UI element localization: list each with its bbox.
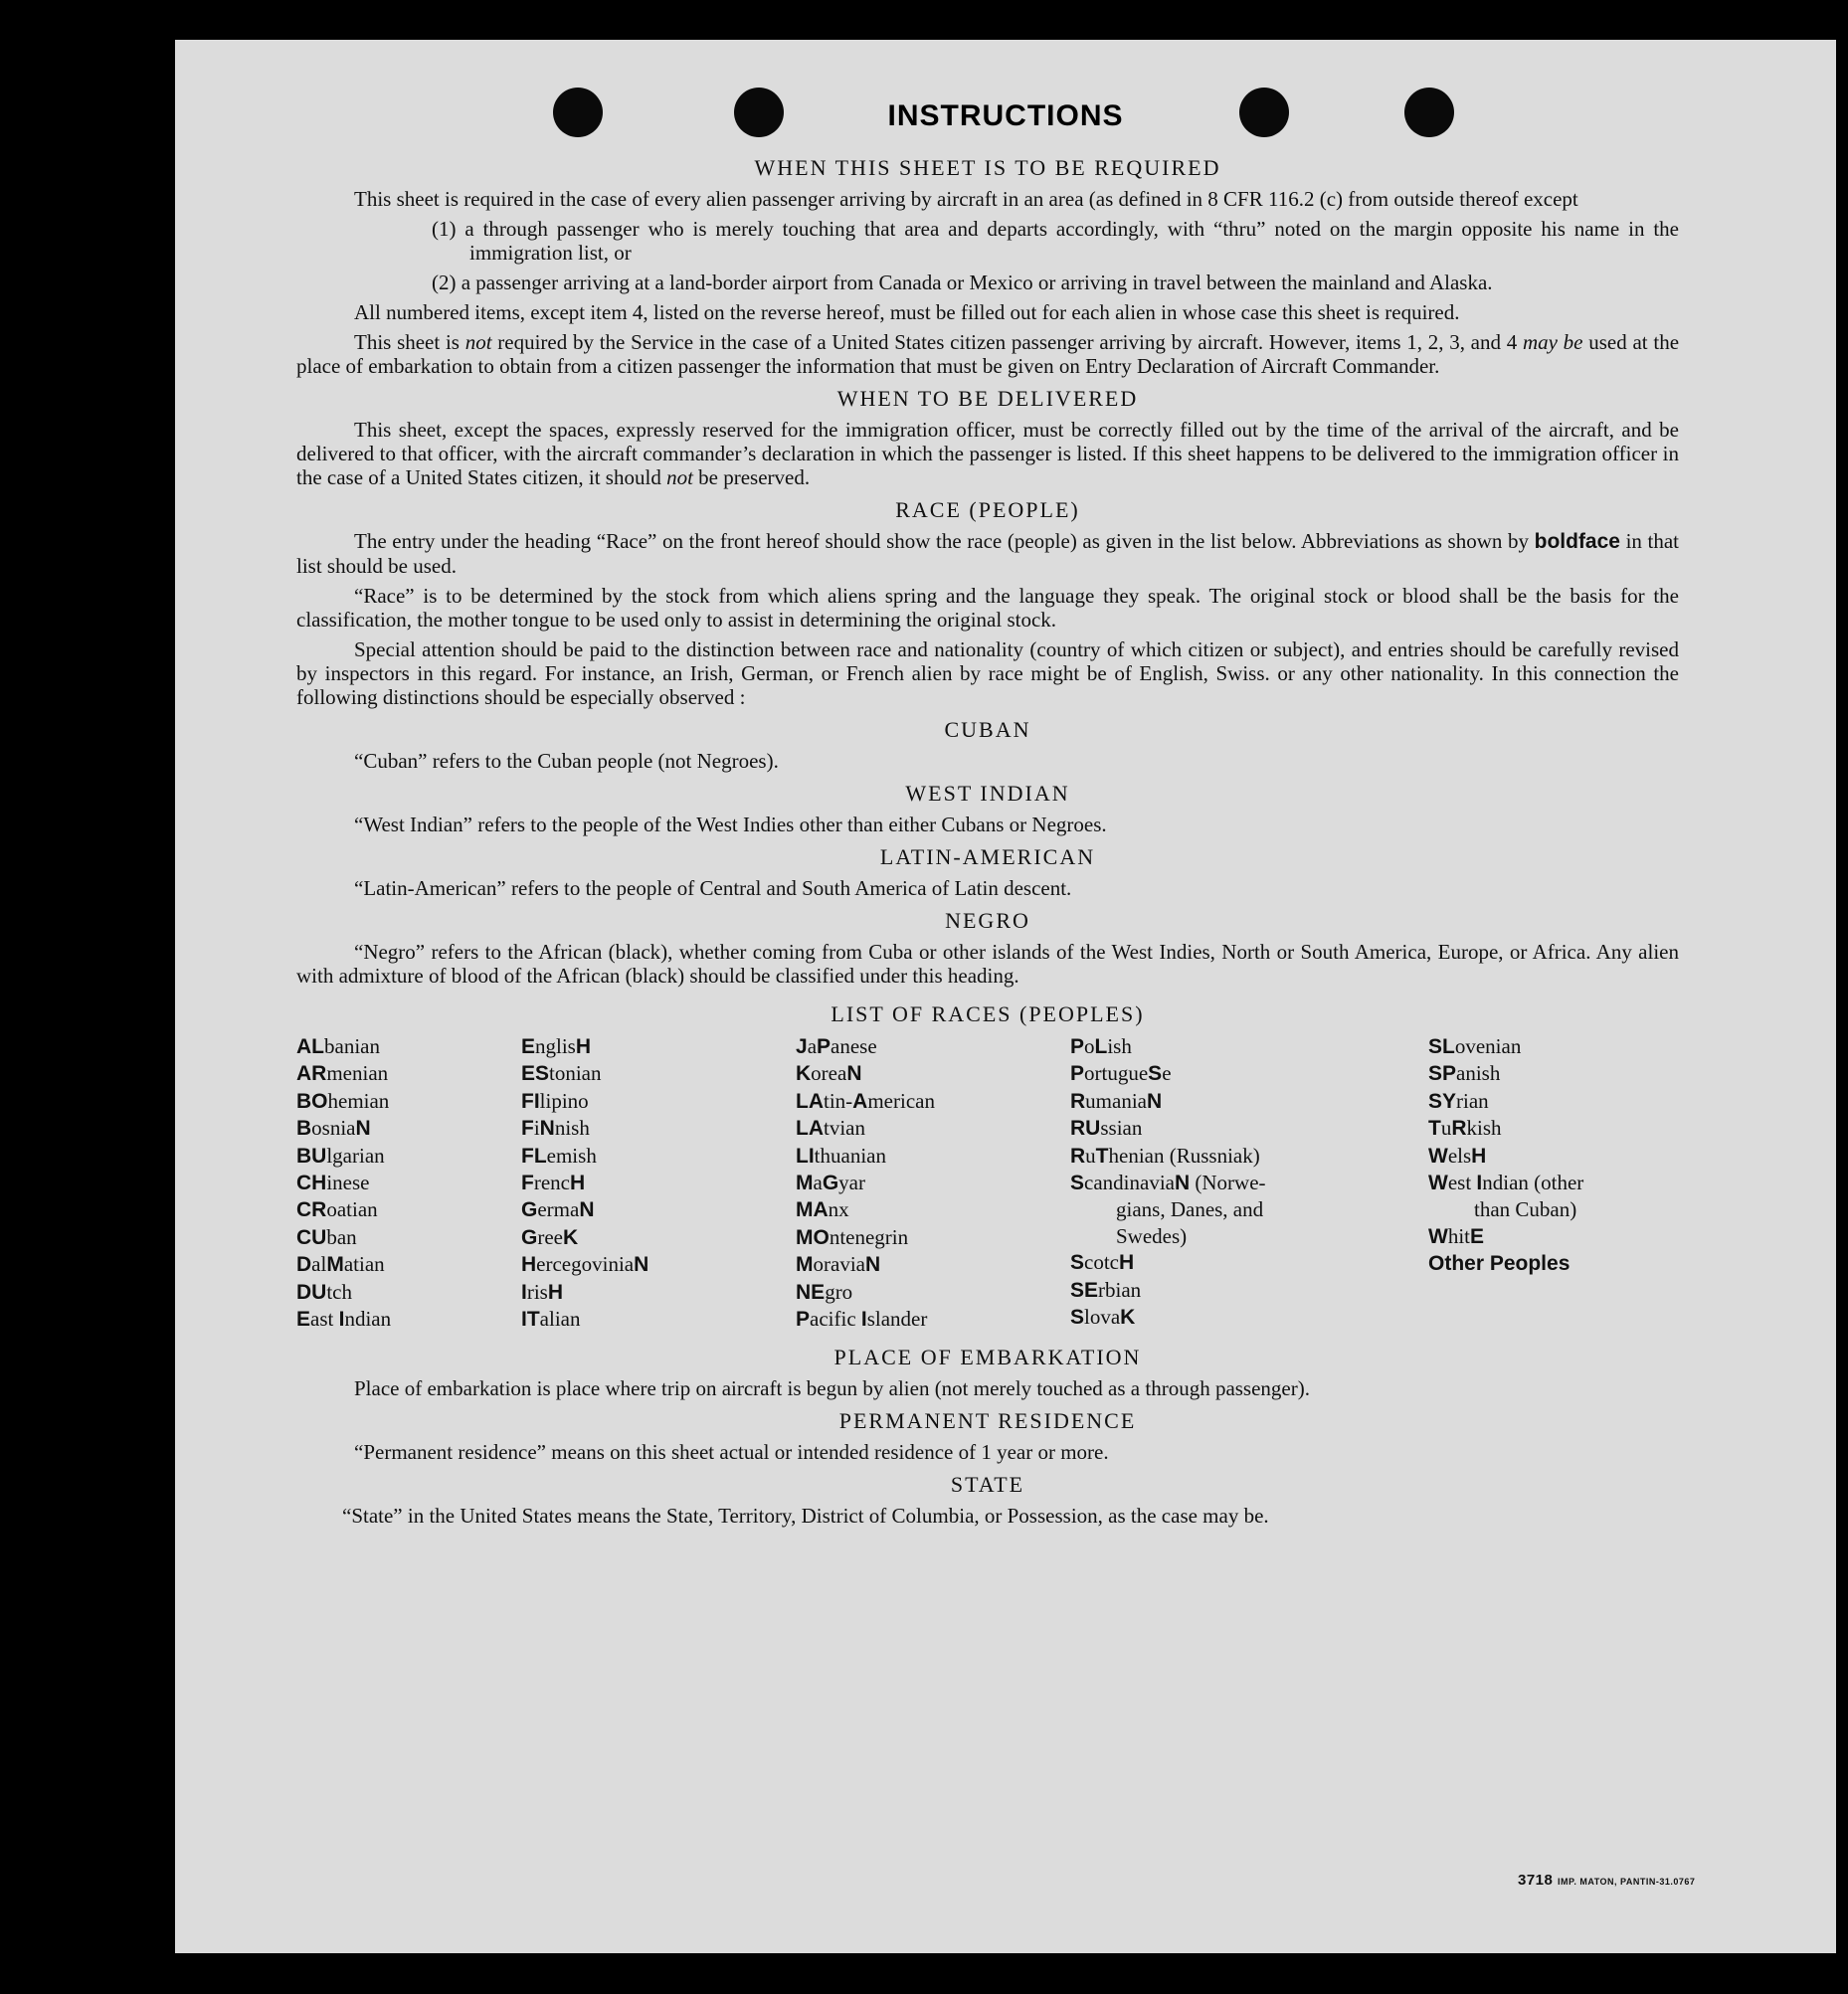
- race-item: [796, 1060, 1070, 1087]
- race-text: i: [533, 1116, 540, 1141]
- race-text: E: [296, 1308, 311, 1332]
- race-item: [521, 1115, 796, 1142]
- race-text: ish: [1107, 1034, 1132, 1058]
- race-text: ercegovinia: [536, 1252, 635, 1277]
- race-item: [521, 1088, 796, 1115]
- race-item: [296, 1224, 521, 1251]
- race-text: P: [1070, 1062, 1085, 1086]
- race-item: [796, 1143, 1070, 1170]
- race-text: ssian: [1100, 1116, 1143, 1141]
- race-column: [296, 1033, 521, 1333]
- race-item: [1070, 1060, 1428, 1087]
- race-text: CU: [296, 1225, 327, 1249]
- race-text: S: [1070, 1251, 1085, 1275]
- race-item: [1428, 1196, 1679, 1222]
- race-item: [796, 1196, 1070, 1223]
- race-text: F: [521, 1172, 534, 1195]
- race-item: [1070, 1249, 1428, 1276]
- race-text: H: [569, 1172, 586, 1195]
- required-intro: This sheet is required in the case of every alien passenger arriving by aircraft in an area (as defined in 8 CFR 116.2 (c) from outside thereof except: [354, 187, 1578, 211]
- required-exception-2: (2) a passenger arriving at a land-border airport from Canada or Mexico or arriving in travel between the mainland and Alaska.: [432, 271, 1493, 294]
- race-column: [796, 1033, 1070, 1333]
- race-text: henian (Russniak): [1108, 1143, 1260, 1168]
- race-text: H: [575, 1035, 592, 1058]
- race-text: J: [796, 1035, 808, 1058]
- race-text: a: [813, 1171, 823, 1195]
- race-item: [1428, 1033, 1679, 1060]
- race-text: BU: [296, 1144, 327, 1168]
- race-text: tch: [326, 1279, 352, 1304]
- section-heading-state: STATE: [950, 1472, 1025, 1498]
- race-text: erma: [537, 1197, 580, 1222]
- section-heading-embarkation: PLACE OF EMBARKATION: [833, 1345, 1142, 1370]
- race-text: SY: [1428, 1089, 1457, 1113]
- race-text: N: [634, 1253, 649, 1277]
- race-item: [1428, 1223, 1679, 1250]
- race-text: CH: [296, 1172, 327, 1195]
- race-item: [521, 1033, 796, 1060]
- race-text: N: [864, 1253, 881, 1277]
- race-item: [1428, 1250, 1679, 1277]
- race-text: e: [1162, 1061, 1172, 1086]
- race-text: lova: [1084, 1305, 1121, 1330]
- race-text: rian: [1456, 1088, 1489, 1113]
- race-text: alian: [539, 1307, 581, 1332]
- race-item: [521, 1060, 796, 1087]
- race-text: N: [1174, 1172, 1191, 1195]
- race-list: [296, 1033, 1679, 1333]
- race-paragraph-1: [296, 529, 1679, 578]
- race-text: FI: [521, 1089, 540, 1113]
- race-text: tin-: [824, 1088, 853, 1113]
- race-text: oravia: [813, 1252, 865, 1277]
- race-text: LA: [796, 1089, 824, 1113]
- race-text: FL: [521, 1144, 547, 1168]
- race-text: emish: [546, 1143, 597, 1168]
- race-text: u: [1085, 1143, 1096, 1168]
- document-sheet: [175, 40, 1836, 1953]
- residence-definition: “Permanent residence” means on this sheet actual or intended residence of 1 year or more.: [354, 1440, 1109, 1465]
- required-paragraph-2: All numbered items, except item 4, listed on the reverse hereof, must be filled out for each alien in whose case this sheet is required.: [354, 300, 1460, 324]
- race-text: E: [521, 1035, 536, 1058]
- race-item: [1428, 1115, 1679, 1142]
- race-text: ndian: [344, 1307, 392, 1332]
- race-text: u: [1440, 1116, 1452, 1141]
- race-text: anish: [1456, 1061, 1501, 1086]
- race-text: Other Peoples: [1428, 1252, 1571, 1276]
- race-text: G: [521, 1198, 538, 1222]
- race-item: [296, 1306, 521, 1333]
- text-run: used at the place of embarkation to obtain from a citizen passenger the information that must be given on Entry Declaration of Aircraft Commander.: [296, 330, 1680, 378]
- race-text: P: [817, 1035, 832, 1058]
- race-text: merican: [867, 1088, 935, 1113]
- race-text: AR: [296, 1062, 327, 1086]
- race-text: ovenian: [1454, 1034, 1522, 1058]
- race-text: ntenegrin: [829, 1224, 909, 1249]
- race-text: ast: [310, 1307, 339, 1332]
- race-item: [296, 1251, 521, 1278]
- race-text: slander: [866, 1307, 928, 1332]
- race-text: thuanian: [814, 1143, 886, 1168]
- race-text: menian: [326, 1061, 389, 1086]
- race-paragraph-3: Special attention should be paid to the distinction between race and nationality (country of which citizen or subject), and entries should be carefully revised by inspectors in this regard. For instance, an Irish, German, or French alien by race might be of English, Swiss. or any other nationality. In this connection the following distinctions should be especially observed :: [296, 637, 1679, 709]
- race-text: candinavia: [1084, 1171, 1175, 1195]
- race-text: cotc: [1084, 1250, 1119, 1275]
- race-text: N: [846, 1062, 862, 1086]
- race-text: gro: [825, 1279, 853, 1304]
- race-item: [521, 1306, 796, 1333]
- form-number: 3718: [1518, 1872, 1554, 1889]
- race-text: LA: [796, 1117, 824, 1141]
- race-text: K: [1120, 1306, 1136, 1330]
- race-text: est: [1447, 1171, 1477, 1195]
- text-run: This sheet is: [354, 330, 460, 354]
- race-text: R: [1070, 1144, 1086, 1168]
- race-text: SE: [1070, 1278, 1099, 1302]
- race-text: lgarian: [326, 1143, 385, 1168]
- text-run: The entry under the heading “Race” on the front hereof should show the race (people) as given in the list below. Abbreviations as shown by: [354, 529, 1530, 553]
- race-text: yar: [838, 1171, 865, 1195]
- text-run: required by the Service in the case of a United States citizen passenger arriving by aircraft. However, items 1, 2, 3, and 4: [497, 330, 1518, 354]
- race-text: els: [1447, 1143, 1472, 1168]
- race-text: DU: [296, 1280, 327, 1304]
- race-text: rbian: [1098, 1277, 1142, 1302]
- section-heading-west-indian: WEST INDIAN: [905, 781, 1070, 806]
- race-text: K: [562, 1225, 579, 1249]
- race-text: S: [1070, 1172, 1085, 1195]
- emphasis-not: not: [666, 465, 693, 489]
- race-item: [521, 1196, 796, 1223]
- latin-american-definition: “Latin-American” refers to the people of Central and South America of Latin descent.: [354, 876, 1072, 900]
- race-text: M: [326, 1253, 344, 1277]
- race-text: N: [355, 1117, 371, 1141]
- race-text: M: [796, 1172, 814, 1195]
- race-text: H: [1119, 1251, 1135, 1275]
- race-column: [521, 1033, 796, 1333]
- race-text: nx: [828, 1197, 849, 1222]
- section-heading-latin-american: LATIN-AMERICAN: [879, 844, 1096, 869]
- race-text: I: [338, 1308, 345, 1332]
- race-text: ban: [326, 1224, 357, 1249]
- embarkation-definition: Place of embarkation is place where trip on aircraft is begun by alien (not merely touched as a through passenger).: [354, 1376, 1310, 1401]
- race-text: H: [521, 1253, 537, 1277]
- negro-definition: “Negro” refers to the African (black), whether coming from Cuba or other islands of the West Indies, North or South America, Europe, or Africa. Any alien with admixture of blood of the African (black) should be classified under this heading.: [296, 940, 1679, 988]
- race-text: G: [521, 1225, 538, 1249]
- race-text: SP: [1428, 1062, 1457, 1086]
- text-run: be preserved.: [698, 465, 811, 489]
- race-text: I: [521, 1280, 527, 1304]
- race-text: oatian: [326, 1197, 378, 1222]
- race-text: R: [1451, 1117, 1467, 1141]
- race-item: [1070, 1115, 1428, 1142]
- race-text: S: [1148, 1062, 1163, 1086]
- required-exception-1: (1) a through passenger who is merely touching that area and departs accordingly, with “thru” noted on the margin opposite his name in the immigration list, or: [432, 217, 1679, 265]
- race-item: [796, 1170, 1070, 1196]
- race-text: ortugue: [1084, 1061, 1149, 1086]
- race-item: [521, 1170, 796, 1196]
- race-text: D: [296, 1253, 312, 1277]
- race-item: [1070, 1304, 1428, 1331]
- text-run: in that list should be used.: [296, 529, 1680, 578]
- delivered-paragraph: [296, 418, 1679, 489]
- race-item: [1428, 1143, 1679, 1170]
- race-text: I: [860, 1308, 867, 1332]
- race-text: ndian (other: [1482, 1171, 1584, 1195]
- race-item: [1070, 1223, 1428, 1249]
- race-text: L: [1094, 1035, 1108, 1058]
- race-text: T: [1095, 1144, 1109, 1168]
- section-heading-residence: PERMANENT RESIDENCE: [838, 1408, 1137, 1434]
- race-item: [796, 1033, 1070, 1060]
- race-item: [796, 1115, 1070, 1142]
- race-text: P: [796, 1308, 811, 1332]
- race-text: BO: [296, 1089, 328, 1113]
- race-text: IT: [521, 1308, 540, 1332]
- race-item: [1070, 1196, 1428, 1222]
- race-item: [796, 1088, 1070, 1115]
- race-item: [296, 1279, 521, 1306]
- race-item: [796, 1224, 1070, 1251]
- race-text: W: [1428, 1224, 1448, 1248]
- race-text: T: [1428, 1117, 1441, 1141]
- race-text: tonian: [549, 1061, 602, 1086]
- race-text: I: [1476, 1172, 1483, 1195]
- race-text: A: [852, 1089, 868, 1113]
- race-text: N: [1146, 1089, 1163, 1113]
- race-text: H: [547, 1280, 564, 1304]
- race-item: [1428, 1088, 1679, 1115]
- race-text: umania: [1085, 1088, 1147, 1113]
- race-item: [296, 1088, 521, 1115]
- race-text: ris: [526, 1279, 548, 1304]
- race-text: o: [1084, 1034, 1095, 1058]
- race-text: ree: [537, 1224, 563, 1249]
- race-text: osnia: [311, 1116, 356, 1141]
- race-text: hit: [1447, 1223, 1470, 1248]
- race-item: [1070, 1143, 1428, 1170]
- race-text: anese: [831, 1034, 877, 1058]
- race-item: [1428, 1170, 1679, 1196]
- race-text: W: [1428, 1144, 1448, 1168]
- race-text: tvian: [824, 1116, 865, 1141]
- race-item: [521, 1279, 796, 1306]
- race-item: [1070, 1277, 1428, 1304]
- race-item: [1070, 1088, 1428, 1115]
- required-paragraph-3: [296, 330, 1679, 378]
- race-text: atian: [343, 1252, 385, 1277]
- emphasis-boldface: boldface: [1534, 530, 1620, 553]
- printer-mark: IMP. MATON, PANTIN-31.0767: [1558, 1877, 1696, 1887]
- race-text: Swedes): [1116, 1223, 1188, 1248]
- race-text: MO: [796, 1225, 830, 1249]
- west-indian-definition: “West Indian” refers to the people of the West Indies other than either Cubans or Negroes.: [354, 813, 1107, 836]
- state-definition: “State” in the United States means the State, Territory, District of Columbia, or Possession, as the case may be.: [342, 1504, 1269, 1529]
- race-column: [1428, 1033, 1679, 1333]
- race-text: SL: [1428, 1035, 1455, 1058]
- race-paragraph-2: “Race” is to be determined by the stock from which aliens spring and the language they speak. The original stock or blood shall be the basis for the classification, the mother tongue to be used only to assist in determining the original stock.: [296, 584, 1679, 632]
- race-text: orea: [811, 1061, 847, 1086]
- race-text: al: [311, 1252, 327, 1277]
- race-text: G: [822, 1172, 839, 1195]
- race-text: F: [521, 1117, 534, 1141]
- race-text: E: [1470, 1224, 1485, 1248]
- section-heading-list-of-races: LIST OF RACES (PEOPLES): [831, 1001, 1145, 1026]
- race-text: S: [1070, 1306, 1085, 1330]
- race-item: [521, 1224, 796, 1251]
- race-text: nglis: [535, 1034, 576, 1058]
- race-text: kish: [1466, 1116, 1502, 1141]
- page-title: INSTRUCTIONS: [887, 99, 1124, 132]
- section-heading-race: RACE (PEOPLE): [895, 497, 1080, 522]
- race-text: N: [579, 1198, 595, 1222]
- race-item: [796, 1251, 1070, 1278]
- race-text: RU: [1070, 1117, 1101, 1141]
- race-text: acific: [810, 1307, 861, 1332]
- race-text: B: [296, 1117, 312, 1141]
- race-text: inese: [326, 1171, 370, 1195]
- section-heading-cuban: CUBAN: [944, 717, 1031, 742]
- print-mark: [1518, 1872, 1695, 1889]
- text-run: This sheet, except the spaces, expressly reserved for the immigration officer, must be correctly filled out by the time of the arrival of the aircraft, and be delivered to that officer, with the aircraft commander’s declaration in which the passenger is listed. If this sheet happens to be delivered to the immigration officer in the case of a United States citizen, it should: [296, 418, 1679, 489]
- section-heading-required: WHEN THIS SHEET IS TO BE REQUIRED: [754, 155, 1221, 180]
- race-item: [1070, 1033, 1428, 1060]
- race-item: [296, 1170, 521, 1196]
- race-text: MA: [796, 1198, 829, 1222]
- race-text: ES: [521, 1062, 550, 1086]
- race-item: [521, 1251, 796, 1278]
- race-text: hemian: [327, 1088, 390, 1113]
- cuban-definition: “Cuban” refers to the Cuban people (not Negroes).: [354, 749, 779, 773]
- race-text: R: [1070, 1089, 1086, 1113]
- race-item: [796, 1279, 1070, 1306]
- instructions-body: [296, 147, 1679, 1534]
- race-item: [1428, 1060, 1679, 1087]
- section-heading-delivered: WHEN TO BE DELIVERED: [836, 386, 1139, 411]
- section-heading-negro: NEGRO: [945, 908, 1030, 933]
- race-text: nish: [554, 1116, 590, 1141]
- race-text: N: [539, 1117, 555, 1141]
- emphasis-may-be: may be: [1522, 330, 1583, 354]
- race-item: [521, 1143, 796, 1170]
- race-item: [296, 1060, 521, 1087]
- emphasis-not: not: [464, 330, 492, 354]
- race-text: a: [807, 1034, 818, 1058]
- race-text: (Norwe-: [1190, 1171, 1266, 1195]
- race-text: P: [1070, 1035, 1085, 1058]
- race-text: M: [796, 1253, 814, 1277]
- race-text: LI: [796, 1144, 815, 1168]
- race-text: banian: [324, 1034, 380, 1058]
- race-column: [1070, 1033, 1428, 1333]
- race-item: [296, 1115, 521, 1142]
- race-text: NE: [796, 1280, 826, 1304]
- race-item: [296, 1143, 521, 1170]
- race-text: AL: [296, 1035, 324, 1058]
- race-text: lipino: [539, 1088, 589, 1113]
- race-text: gians, Danes, and: [1116, 1197, 1264, 1222]
- race-text: than Cuban): [1474, 1197, 1577, 1222]
- race-item: [796, 1306, 1070, 1333]
- race-text: H: [1471, 1144, 1487, 1168]
- race-item: [296, 1196, 521, 1223]
- race-text: CR: [296, 1198, 327, 1222]
- race-item: [296, 1033, 521, 1060]
- race-text: W: [1428, 1172, 1448, 1195]
- race-item: [1070, 1170, 1428, 1196]
- race-text: renc: [533, 1171, 570, 1195]
- race-text: K: [796, 1062, 812, 1086]
